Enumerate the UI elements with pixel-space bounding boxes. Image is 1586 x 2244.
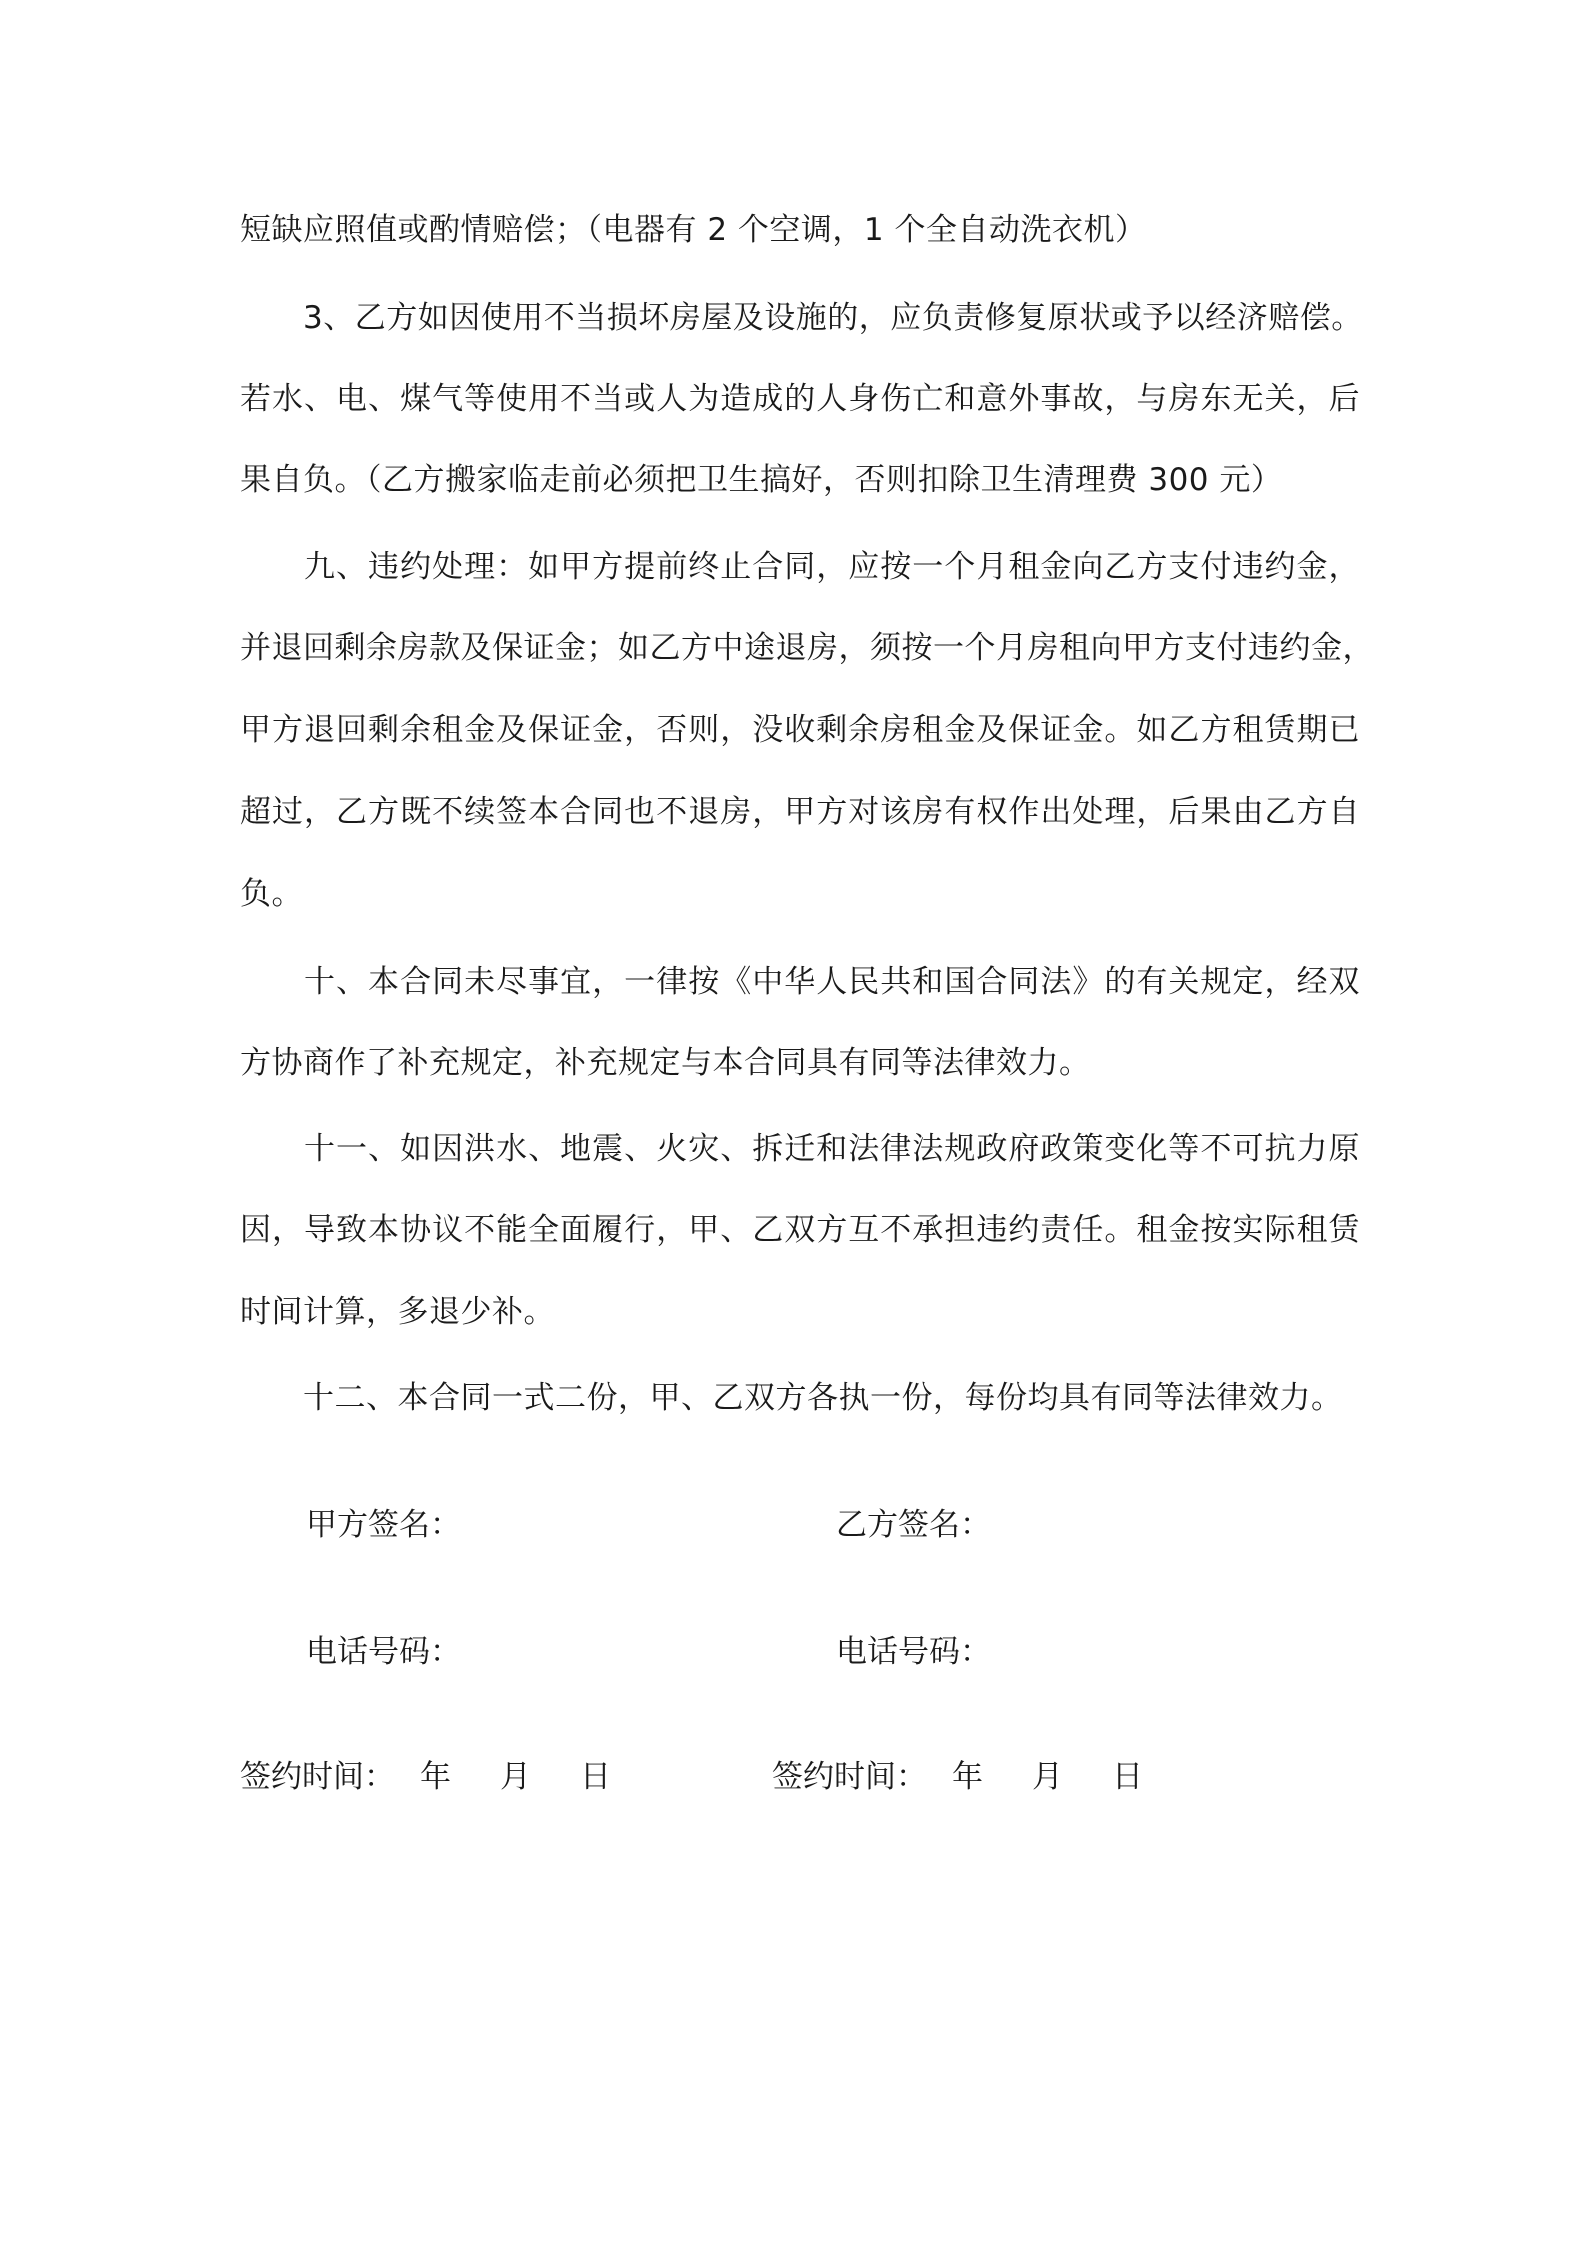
clause-line: 十二、本合同一式二份，甲、乙双方各执一份，每份均具有同等法律效力。: [240, 1380, 1343, 1416]
party-a-date-label: 签约时间：: [240, 1759, 395, 1795]
clause-line: 时间计算，多退少补。: [240, 1294, 555, 1330]
party-b-phone-label: 电话号码：: [836, 1634, 991, 1670]
clause-line: 九、违约处理：如甲方提前终止合同，应按一个月租金向乙方支付违约金，: [240, 549, 1360, 585]
clause-line: 负。: [240, 876, 303, 912]
clause-line: 若水、电、煤气等使用不当或人为造成的人身伤亡和意外事故，与房东无关，后: [240, 381, 1360, 417]
clause-line: 并退回剩余房款及保证金；如乙方中途退房，须按一个月房租向甲方支付违约金，: [240, 630, 1374, 666]
clause-line: 因，导致本协议不能全面履行，甲、乙双方互不承担违约责任。租金按实际租赁: [240, 1212, 1360, 1248]
clause-line: 十、本合同未尽事宜，一律按《中华人民共和国合同法》的有关规定，经双: [240, 964, 1360, 1000]
party-a-day: 日: [580, 1759, 611, 1795]
party-b-year: 年: [952, 1759, 983, 1795]
clause-line: 甲方退回剩余租金及保证金，否则，没收剩余房租金及保证金。如乙方租赁期已: [240, 712, 1360, 748]
party-b-date-label: 签约时间：: [772, 1759, 927, 1795]
clause-line: 3、乙方如因使用不当损坏房屋及设施的，应负责修复原状或予以经济赔偿。: [240, 300, 1363, 336]
party-b-month: 月: [1032, 1759, 1063, 1795]
party-a-signature-label: 甲方签名：: [306, 1507, 461, 1543]
party-b-signature-label: 乙方签名：: [836, 1507, 991, 1543]
party-b-day: 日: [1112, 1759, 1143, 1795]
party-a-month: 月: [500, 1759, 531, 1795]
clause-line: 短缺应照值或酌情赔偿；（电器有 2 个空调，1 个全自动洗衣机）: [240, 212, 1147, 248]
clause-line: 超过，乙方既不续签本合同也不退房，甲方对该房有权作出处理，后果由乙方自: [240, 794, 1360, 830]
party-a-phone-label: 电话号码：: [306, 1634, 461, 1670]
clause-line: 方协商作了补充规定，补充规定与本合同具有同等法律效力。: [240, 1045, 1091, 1081]
party-a-year: 年: [420, 1759, 451, 1795]
clause-line: 果自负。（乙方搬家临走前必须把卫生搞好，否则扣除卫生清理费 300 元）: [240, 462, 1283, 498]
clause-line: 十一、如因洪水、地震、火灾、拆迁和法律法规政府政策变化等不可抗力原: [240, 1131, 1360, 1167]
